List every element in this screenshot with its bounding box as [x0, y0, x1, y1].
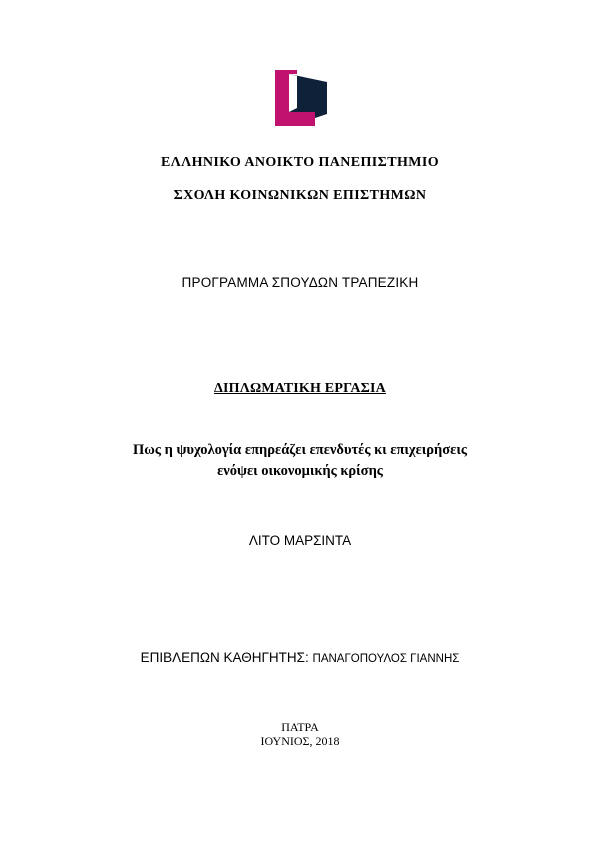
thesis-label: ΔΙΠΛΩΜΑΤΙΚΗ ΕΡΓΑΣΙΑ — [214, 381, 386, 396]
university-name: ΕΛΛΗΝΙΚΟ ΑΝΟΙΚΤΟ ΠΑΝΕΠΙΣΤΗΜΙΟ — [160, 155, 439, 170]
submission-date: ΙΟΥΝΙΟΣ, 2018 — [260, 734, 340, 748]
thesis-title-line-1: Πως η ψυχολογία επηρεάζει επενδυτές κι επιχειρήσεις — [133, 442, 467, 458]
supervisor-line — [0, 650, 600, 665]
thesis-title-line-2: ενόψει οικονομικής κρίσης — [217, 463, 383, 479]
city: ΠΑΤΡΑ — [281, 720, 319, 734]
study-program: ΠΡΟΓΡΑΜΜΑ ΣΠΟΥΔΩΝ ΤΡΑΠΕΖΙΚΗ — [181, 275, 419, 290]
open-university-logo-icon — [275, 70, 327, 126]
supervisor-name: ΠΑΝΑΓΟΠΟΥΛΟΣ ΓΙΑΝΝΗΣ — [312, 653, 460, 665]
author-name: ΛΙΤΟ ΜΑΡΣΙΝΤΑ — [248, 533, 352, 548]
supervisor-label: ΕΠΙΒΛΕΠΩΝ ΚΑΘΗΓΗΤΗΣ: — [140, 650, 309, 665]
school-name: ΣΧΟΛΗ ΚΟΙΝΩΝΙΚΩΝ ΕΠΙΣΤΗΜΩΝ — [173, 188, 427, 203]
